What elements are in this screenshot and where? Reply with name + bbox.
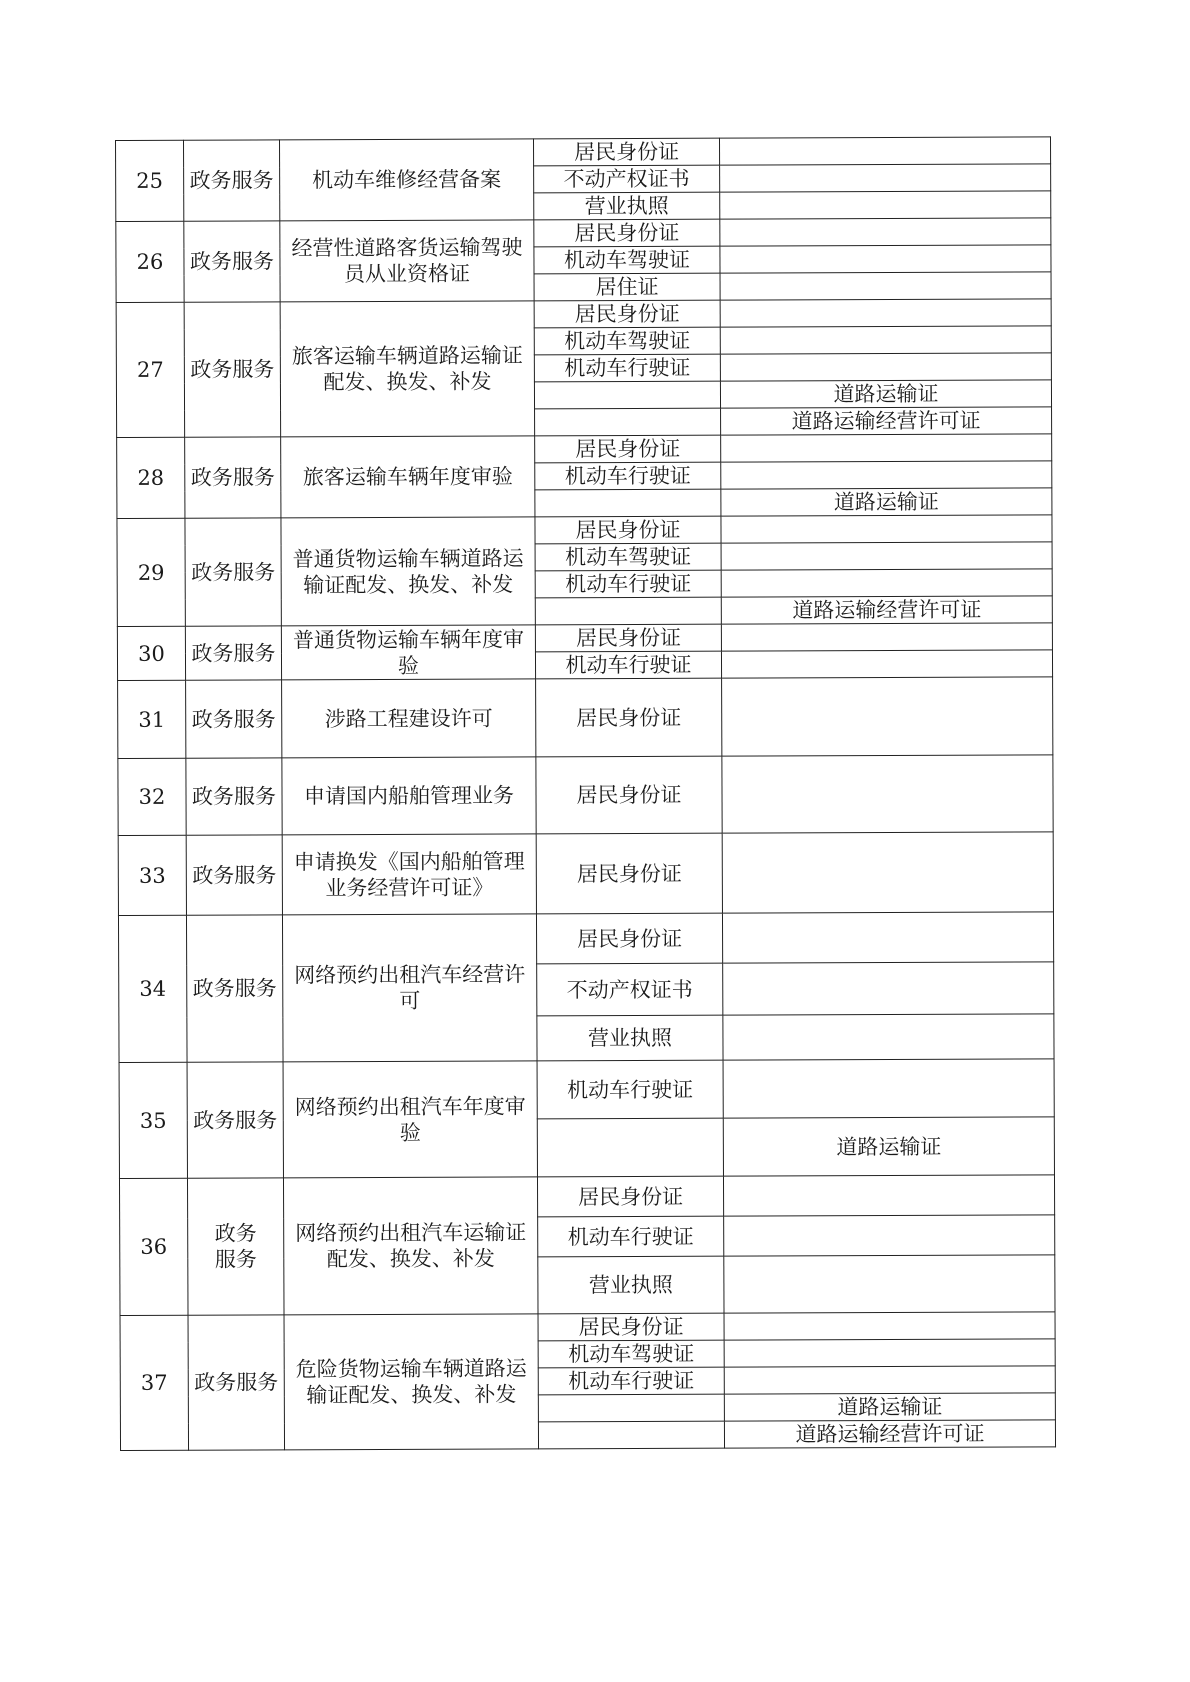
required-document: 居民身份证 xyxy=(536,678,722,757)
required-document xyxy=(535,597,721,625)
other-document xyxy=(723,1014,1054,1060)
table-row xyxy=(119,1175,1054,1219)
other-document xyxy=(724,1366,1055,1394)
other-document: 道路运输经营许可证 xyxy=(721,407,1052,435)
other-document xyxy=(720,218,1051,246)
required-document: 机动车行驶证 xyxy=(534,354,720,382)
row-number: 31 xyxy=(118,680,186,758)
other-document xyxy=(723,1175,1054,1216)
required-document: 营业执照 xyxy=(534,192,720,220)
row-number: 27 xyxy=(116,302,185,437)
required-document: 不动产权证书 xyxy=(534,165,720,193)
other-document xyxy=(720,191,1051,219)
table-row xyxy=(120,1312,1055,1343)
other-document xyxy=(721,542,1052,570)
service-item: 涉路工程建设许可 xyxy=(282,679,536,758)
table-row xyxy=(118,832,1053,916)
required-document: 机动车驾驶证 xyxy=(538,1340,724,1368)
required-document: 机动车行驶证 xyxy=(535,570,721,598)
service-item: 普通货物运输车辆年度审验 xyxy=(281,625,535,680)
row-number: 25 xyxy=(116,140,184,221)
required-document: 居民身份证 xyxy=(536,833,722,914)
other-document xyxy=(721,461,1052,489)
other-document: 道路运输经营许可证 xyxy=(721,596,1052,624)
required-document: 居民身份证 xyxy=(537,1176,723,1217)
service-item: 旅客运输车辆年度审验 xyxy=(281,436,535,518)
required-document: 居民身份证 xyxy=(534,300,720,328)
required-document: 居住证 xyxy=(534,273,720,301)
required-document: 不动产权证书 xyxy=(537,963,723,1016)
service-item: 经营性道路客货运输驾驶员从业资格证 xyxy=(280,220,534,302)
required-document: 机动车驾驶证 xyxy=(535,543,721,571)
required-document: 营业执照 xyxy=(538,1256,724,1314)
other-document xyxy=(724,1312,1055,1340)
other-document xyxy=(723,1059,1054,1118)
required-document: 机动车行驶证 xyxy=(535,651,721,679)
other-document xyxy=(721,650,1052,678)
other-document xyxy=(724,1215,1055,1256)
service-item: 旅客运输车辆道路运输证配发、换发、补发 xyxy=(280,301,535,437)
other-document xyxy=(722,677,1053,756)
row-number: 29 xyxy=(117,518,185,626)
required-document: 居民身份证 xyxy=(535,435,721,463)
service-category: 政务服务 xyxy=(185,626,281,680)
table-row xyxy=(119,1059,1054,1121)
required-document: 居民身份证 xyxy=(536,756,722,834)
other-document xyxy=(724,1255,1055,1313)
service-item: 申请换发《国内船舶管理业务经营许可证》 xyxy=(282,834,536,915)
service-category: 政务服务 xyxy=(186,680,282,758)
service-category: 政务服务 xyxy=(184,140,280,221)
row-number: 30 xyxy=(117,626,185,680)
other-document xyxy=(721,569,1052,597)
required-document xyxy=(535,408,721,436)
service-category: 政务服务 xyxy=(186,835,282,915)
required-document: 居民身份证 xyxy=(538,1313,724,1341)
service-category: 政务服务 xyxy=(184,302,281,437)
row-number: 36 xyxy=(119,1178,188,1315)
required-document: 居民身份证 xyxy=(536,913,722,964)
service-category: 政务服务 xyxy=(184,221,280,302)
row-number: 34 xyxy=(118,915,187,1062)
required-document: 居民身份证 xyxy=(534,219,720,247)
table-row xyxy=(116,218,1051,249)
service-item: 网络预约出租汽车运输证配发、换发、补发 xyxy=(283,1177,538,1315)
table-row xyxy=(118,755,1053,836)
required-document: 机动车行驶证 xyxy=(538,1216,724,1257)
required-document: 机动车驾驶证 xyxy=(534,327,720,355)
service-category: 政务服务 xyxy=(188,1315,285,1450)
row-number: 33 xyxy=(118,835,186,915)
other-document xyxy=(723,962,1054,1015)
other-document xyxy=(722,832,1053,913)
row-number: 26 xyxy=(116,221,184,302)
required-document xyxy=(538,1421,724,1449)
row-number: 35 xyxy=(119,1062,187,1178)
other-document xyxy=(720,326,1051,354)
table-row xyxy=(116,137,1051,168)
other-document xyxy=(722,755,1053,833)
service-item: 机动车维修经营备案 xyxy=(280,139,534,221)
service-list-body xyxy=(116,137,1056,1451)
row-number: 37 xyxy=(120,1315,189,1450)
service-item: 网络预约出租汽车经营许可 xyxy=(282,914,537,1062)
required-document: 机动车行驶证 xyxy=(538,1367,724,1395)
other-document: 道路运输证 xyxy=(721,488,1052,516)
required-document xyxy=(534,381,720,409)
required-document xyxy=(538,1394,724,1422)
required-document: 机动车驾驶证 xyxy=(534,246,720,274)
row-number: 28 xyxy=(117,437,185,518)
other-document xyxy=(721,434,1052,462)
service-item: 普通货物运输车辆道路运输证配发、换发、补发 xyxy=(281,517,535,626)
other-document xyxy=(720,164,1051,192)
other-document xyxy=(721,515,1052,543)
required-document: 机动车行驶证 xyxy=(535,462,721,490)
service-category: 政务服务 xyxy=(187,1178,284,1315)
service-list-table xyxy=(115,136,1056,1451)
other-document: 道路运输证 xyxy=(723,1117,1054,1176)
required-document: 机动车行驶证 xyxy=(537,1060,723,1119)
other-document xyxy=(724,1339,1055,1367)
table-row xyxy=(117,623,1052,654)
service-item: 申请国内船舶管理业务 xyxy=(282,757,536,835)
other-document: 道路运输经营许可证 xyxy=(724,1420,1055,1448)
other-document xyxy=(720,299,1051,327)
required-document xyxy=(535,489,721,517)
service-category: 政务服务 xyxy=(185,518,281,626)
other-document xyxy=(720,353,1051,381)
table-row xyxy=(118,912,1053,966)
required-document: 营业执照 xyxy=(537,1015,723,1061)
other-document xyxy=(719,137,1050,165)
row-number: 32 xyxy=(118,758,186,835)
service-category: 政务服务 xyxy=(187,1062,283,1178)
service-category: 政务服务 xyxy=(185,437,281,518)
table-row xyxy=(118,677,1053,759)
table-row xyxy=(116,299,1051,330)
other-document xyxy=(721,623,1052,651)
required-document: 居民身份证 xyxy=(533,138,719,166)
other-document xyxy=(720,245,1051,273)
required-document xyxy=(537,1118,723,1177)
other-document xyxy=(720,272,1051,300)
table-row xyxy=(117,515,1052,546)
service-category: 政务服务 xyxy=(186,915,283,1062)
service-category: 政务服务 xyxy=(186,758,282,835)
table-row xyxy=(117,434,1052,465)
required-document: 居民身份证 xyxy=(535,516,721,544)
other-document: 道路运输证 xyxy=(720,380,1051,408)
other-document: 道路运输证 xyxy=(724,1393,1055,1421)
required-document: 居民身份证 xyxy=(535,624,721,652)
service-item: 网络预约出租汽车年度审验 xyxy=(283,1061,537,1178)
service-item: 危险货物运输车辆道路运输证配发、换发、补发 xyxy=(284,1314,539,1450)
other-document xyxy=(722,912,1053,963)
